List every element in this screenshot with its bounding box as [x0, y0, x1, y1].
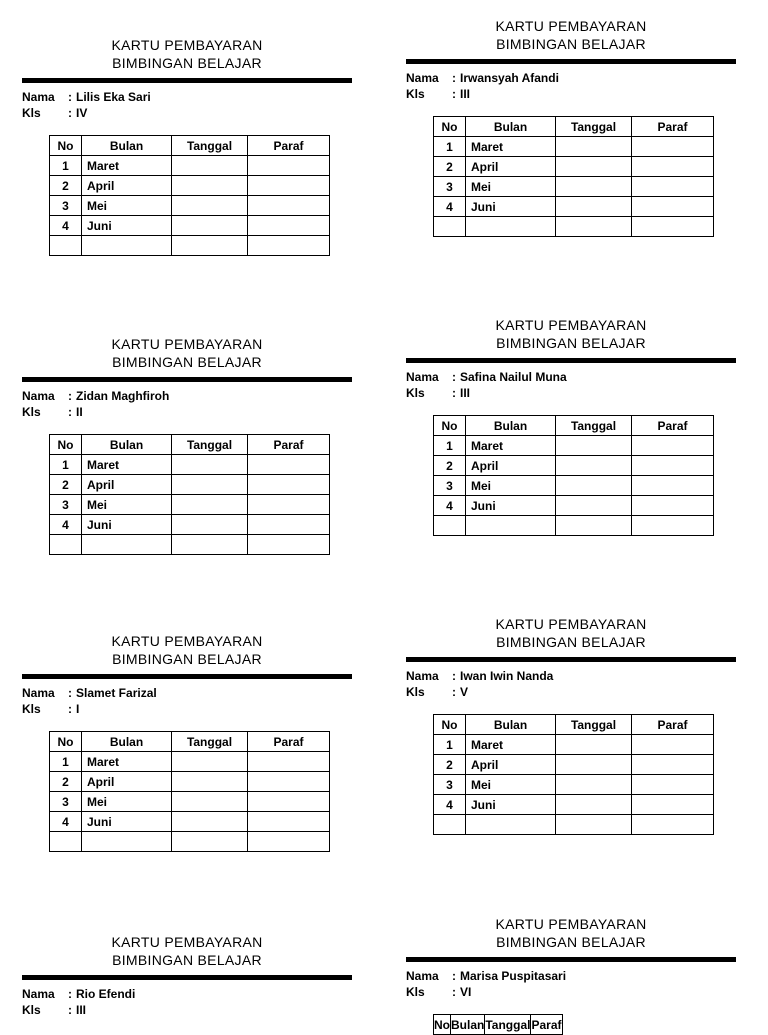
paraf-cell[interactable]: [632, 157, 714, 177]
tanggal-cell[interactable]: [172, 535, 248, 555]
tanggal-cell[interactable]: [172, 196, 248, 216]
payment-card: [22, 933, 352, 1018]
tanggal-cell[interactable]: [556, 157, 632, 177]
payment-table: [49, 731, 330, 852]
tanggal-cell[interactable]: [172, 832, 248, 852]
header-bulan: Bulan: [466, 117, 556, 137]
table-row-empty: [434, 217, 714, 237]
paraf-cell[interactable]: [248, 812, 330, 832]
table-row: 4 Juni: [434, 197, 714, 217]
paraf-cell[interactable]: [632, 735, 714, 755]
header-tanggal: Tanggal: [485, 1015, 531, 1035]
divider: [406, 957, 736, 962]
tanggal-cell[interactable]: [556, 197, 632, 217]
payment-table: [433, 415, 714, 536]
card-title-line2: BIMBINGAN BELAJAR: [112, 952, 262, 968]
tanggal-cell[interactable]: [556, 795, 632, 815]
header-bulan: Bulan: [82, 732, 172, 752]
header-no: No: [434, 715, 466, 735]
tanggal-cell[interactable]: [556, 815, 632, 835]
tanggal-cell[interactable]: [556, 137, 632, 157]
header-tanggal: Tanggal: [556, 715, 632, 735]
student-info: [406, 369, 736, 401]
paraf-cell[interactable]: [248, 196, 330, 216]
colon: :: [68, 1003, 72, 1017]
header-no: No: [434, 117, 466, 137]
header-paraf: Paraf: [632, 416, 714, 436]
paraf-cell[interactable]: [632, 476, 714, 496]
colon: :: [452, 685, 456, 699]
nama-label: Nama: [22, 987, 55, 1001]
tanggal-cell[interactable]: [556, 735, 632, 755]
divider: [22, 975, 352, 980]
payment-card: [406, 17, 736, 237]
nama-label: Nama: [22, 90, 55, 104]
card-title-line2: BIMBINGAN BELAJAR: [112, 55, 262, 71]
student-name: Zidan Maghfiroh: [76, 389, 170, 403]
student-name: Safina Nailul Muna: [460, 370, 567, 384]
paraf-cell[interactable]: [632, 815, 714, 835]
divider: [406, 59, 736, 64]
card-title-line1: KARTU PEMBAYARAN: [111, 37, 263, 53]
paraf-cell[interactable]: [248, 792, 330, 812]
card-title-line2: BIMBINGAN BELAJAR: [112, 651, 262, 667]
tanggal-cell[interactable]: [556, 516, 632, 536]
table-row: 3 Mei: [50, 792, 330, 812]
table-row: 3 Mei: [50, 196, 330, 216]
student-name: Irwansyah Afandi: [460, 71, 559, 85]
card-title-line1: KARTU PEMBAYARAN: [111, 934, 263, 950]
paraf-cell[interactable]: [248, 832, 330, 852]
payment-table: [433, 1014, 563, 1035]
payment-table: [49, 434, 330, 555]
student-name: Slamet Farizal: [76, 686, 157, 700]
tanggal-cell[interactable]: [172, 156, 248, 176]
tanggal-cell[interactable]: [172, 475, 248, 495]
payment-table: [433, 116, 714, 237]
tanggal-cell[interactable]: [172, 515, 248, 535]
header-no: No: [50, 732, 82, 752]
divider: [22, 377, 352, 382]
header-no: No: [434, 1015, 451, 1035]
table-row: 2 April: [50, 475, 330, 495]
header-bulan: Bulan: [451, 1015, 485, 1035]
table-row: 4 Juni: [434, 795, 714, 815]
student-class: II: [76, 405, 83, 419]
colon: :: [68, 686, 72, 700]
header-tanggal: Tanggal: [172, 435, 248, 455]
paraf-cell[interactable]: [248, 535, 330, 555]
paraf-cell[interactable]: [632, 456, 714, 476]
colon: :: [452, 386, 456, 400]
student-name: Rio Efendi: [76, 987, 136, 1001]
paraf-cell[interactable]: [632, 516, 714, 536]
colon: :: [452, 71, 456, 85]
paraf-cell[interactable]: [632, 436, 714, 456]
colon: :: [452, 370, 456, 384]
header-bulan: Bulan: [466, 416, 556, 436]
table-row: 3 Mei: [50, 495, 330, 515]
paraf-cell[interactable]: [632, 137, 714, 157]
tanggal-cell[interactable]: [172, 792, 248, 812]
colon: :: [68, 90, 72, 104]
paraf-cell[interactable]: [248, 495, 330, 515]
table-row: 2 April: [434, 157, 714, 177]
table-row-empty: [50, 535, 330, 555]
nama-label: Nama: [406, 71, 439, 85]
table-row: 4 Juni: [434, 496, 714, 516]
student-info: [406, 968, 736, 1000]
table-row: 1 Maret: [434, 137, 714, 157]
card-title-line1: KARTU PEMBAYARAN: [111, 336, 263, 352]
table-row: 2 April: [434, 755, 714, 775]
kls-label: Kls: [406, 386, 425, 400]
table-row: 1 Maret: [50, 156, 330, 176]
nama-label: Nama: [406, 370, 439, 384]
student-info: [22, 685, 352, 717]
tanggal-cell[interactable]: [556, 217, 632, 237]
header-paraf: Paraf: [632, 117, 714, 137]
header-paraf: Paraf: [531, 1015, 562, 1035]
student-class: III: [460, 386, 471, 400]
tanggal-cell[interactable]: [556, 456, 632, 476]
table-row-empty: [434, 516, 714, 536]
header-tanggal: Tanggal: [172, 732, 248, 752]
header-paraf: Paraf: [248, 136, 330, 156]
card-title-line2: BIMBINGAN BELAJAR: [496, 634, 646, 650]
table-row-empty: [50, 236, 330, 256]
student-class: IV: [76, 106, 88, 120]
kls-label: Kls: [22, 405, 41, 419]
kls-label: Kls: [406, 87, 425, 101]
card-title-line2: BIMBINGAN BELAJAR: [112, 354, 262, 370]
kls-label: Kls: [406, 685, 425, 699]
paraf-cell[interactable]: [632, 755, 714, 775]
payment-card: [22, 36, 352, 256]
table-row: 2 April: [434, 456, 714, 476]
card-title-line1: KARTU PEMBAYARAN: [495, 18, 647, 34]
card-title-line2: BIMBINGAN BELAJAR: [496, 335, 646, 351]
student-name: Iwan Iwin Nanda: [460, 669, 554, 683]
table-row-empty: [434, 815, 714, 835]
student-class: I: [76, 702, 80, 716]
table-row: 1 Maret: [434, 436, 714, 456]
tanggal-cell[interactable]: [172, 812, 248, 832]
student-class: III: [76, 1003, 87, 1017]
divider: [406, 657, 736, 662]
payment-card: [22, 335, 352, 555]
header-no: No: [50, 435, 82, 455]
table-row: 1 Maret: [50, 752, 330, 772]
student-class: III: [460, 87, 471, 101]
header-paraf: Paraf: [248, 435, 330, 455]
student-info: [22, 89, 352, 121]
table-row: 4 Juni: [50, 216, 330, 236]
tanggal-cell[interactable]: [172, 455, 248, 475]
colon: :: [68, 987, 72, 1001]
table-row: 4 Juni: [50, 812, 330, 832]
header-tanggal: Tanggal: [556, 117, 632, 137]
paraf-cell[interactable]: [632, 177, 714, 197]
colon: :: [452, 87, 456, 101]
paraf-cell[interactable]: [632, 775, 714, 795]
header-bulan: Bulan: [82, 435, 172, 455]
tanggal-cell[interactable]: [172, 236, 248, 256]
table-row: 2 April: [50, 176, 330, 196]
paraf-cell[interactable]: [632, 217, 714, 237]
kls-label: Kls: [22, 1003, 41, 1017]
payment-table: [49, 135, 330, 256]
tanggal-cell[interactable]: [556, 436, 632, 456]
table-row: 3 Mei: [434, 177, 714, 197]
paraf-cell[interactable]: [248, 156, 330, 176]
kls-label: Kls: [22, 106, 41, 120]
header-tanggal: Tanggal: [556, 416, 632, 436]
student-info: [406, 70, 736, 102]
table-row: 2 April: [50, 772, 330, 792]
nama-label: Nama: [406, 969, 439, 983]
paraf-cell[interactable]: [248, 772, 330, 792]
header-no: No: [50, 136, 82, 156]
paraf-cell[interactable]: [248, 216, 330, 236]
tanggal-cell[interactable]: [556, 775, 632, 795]
table-row: 3 Mei: [434, 775, 714, 795]
colon: :: [68, 106, 72, 120]
header-paraf: Paraf: [632, 715, 714, 735]
colon: :: [452, 969, 456, 983]
paraf-cell[interactable]: [248, 455, 330, 475]
colon: :: [68, 405, 72, 419]
colon: :: [68, 389, 72, 403]
paraf-cell[interactable]: [632, 795, 714, 815]
payment-card: [406, 615, 736, 835]
nama-label: Nama: [406, 669, 439, 683]
header-bulan: Bulan: [82, 136, 172, 156]
card-title-line2: BIMBINGAN BELAJAR: [496, 36, 646, 52]
table-row: 3 Mei: [434, 476, 714, 496]
paraf-cell[interactable]: [248, 515, 330, 535]
table-row: 1 Maret: [50, 455, 330, 475]
header-no: No: [434, 416, 466, 436]
tanggal-cell[interactable]: [172, 772, 248, 792]
table-row: 1 Maret: [434, 735, 714, 755]
divider: [22, 78, 352, 83]
nama-label: Nama: [22, 389, 55, 403]
payment-card: [406, 316, 736, 536]
paraf-cell[interactable]: [248, 176, 330, 196]
kls-label: Kls: [22, 702, 41, 716]
student-name: Lilis Eka Sari: [76, 90, 151, 104]
tanggal-cell[interactable]: [172, 495, 248, 515]
table-row-empty: [50, 832, 330, 852]
card-title-line1: KARTU PEMBAYARAN: [495, 616, 647, 632]
tanggal-cell[interactable]: [556, 755, 632, 775]
payment-card: [406, 915, 736, 1035]
paraf-cell[interactable]: [248, 475, 330, 495]
tanggal-cell[interactable]: [172, 752, 248, 772]
student-class: V: [460, 685, 469, 699]
card-title-line1: KARTU PEMBAYARAN: [495, 916, 647, 932]
header-bulan: Bulan: [466, 715, 556, 735]
header-paraf: Paraf: [248, 732, 330, 752]
tanggal-cell[interactable]: [556, 177, 632, 197]
student-info: [22, 986, 352, 1018]
nama-label: Nama: [22, 686, 55, 700]
student-info: [406, 668, 736, 700]
colon: :: [452, 985, 456, 999]
student-class: VI: [460, 985, 472, 999]
paraf-cell[interactable]: [632, 197, 714, 217]
payment-table: [433, 714, 714, 835]
colon: :: [68, 702, 72, 716]
paraf-cell[interactable]: [248, 752, 330, 772]
card-title-line2: BIMBINGAN BELAJAR: [496, 934, 646, 950]
tanggal-cell[interactable]: [172, 216, 248, 236]
colon: :: [452, 669, 456, 683]
tanggal-cell[interactable]: [172, 176, 248, 196]
student-name: Marisa Puspitasari: [460, 969, 567, 983]
divider: [22, 674, 352, 679]
kls-label: Kls: [406, 985, 425, 999]
divider: [406, 358, 736, 363]
card-title-line1: KARTU PEMBAYARAN: [111, 633, 263, 649]
student-info: [22, 388, 352, 420]
tanggal-cell[interactable]: [556, 476, 632, 496]
card-title-line1: KARTU PEMBAYARAN: [495, 317, 647, 333]
payment-card: [22, 632, 352, 852]
header-tanggal: Tanggal: [172, 136, 248, 156]
paraf-cell[interactable]: [248, 236, 330, 256]
tanggal-cell[interactable]: [556, 496, 632, 516]
table-row: 4 Juni: [50, 515, 330, 535]
paraf-cell[interactable]: [632, 496, 714, 516]
